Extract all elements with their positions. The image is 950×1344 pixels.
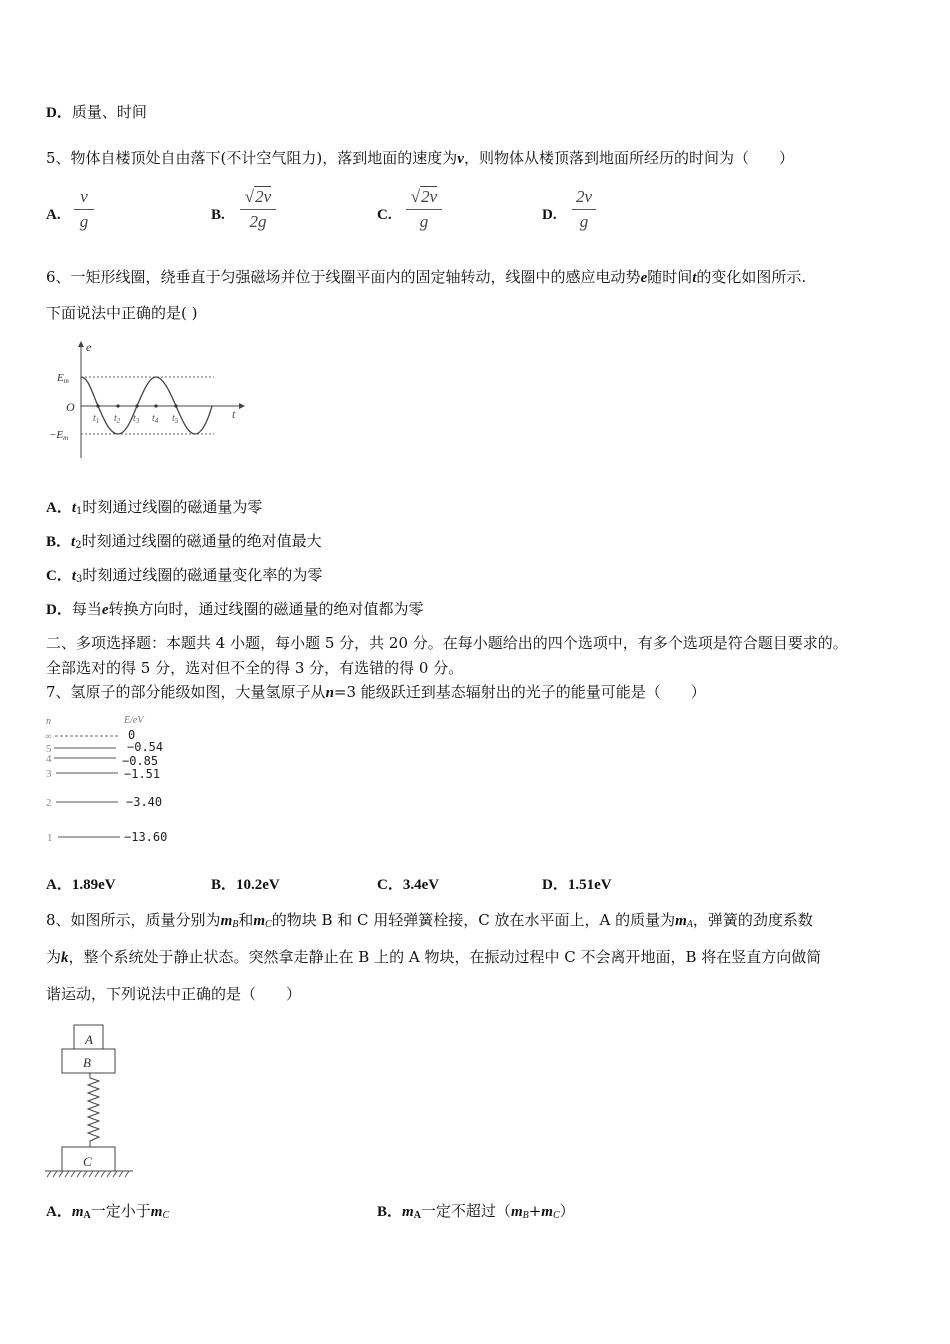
fraction-bar [572, 209, 596, 210]
option-text: 每当 [71, 600, 102, 618]
stem-text: 的变化如图所示. [696, 268, 807, 286]
option-label: B． [377, 1204, 403, 1220]
stem-text: 一矩形线圈，绕垂直于匀强磁场并位于线圈平面内的固定轴转动，线圈中的感应电动势 [70, 268, 641, 286]
level-energy: −3.40 [126, 795, 163, 809]
level-energy: −0.85 [122, 754, 159, 768]
q5-option-b-label: B. [211, 207, 225, 223]
var-m: m [71, 1204, 84, 1220]
var-t: t [71, 568, 77, 584]
stem-text: 物体自楼顶处自由落下(不计空气阻力)，落到地面的速度为 [70, 149, 458, 167]
q7-option-b [211, 875, 280, 895]
t5-label: $t_5$ [172, 413, 179, 425]
denominator: g [579, 212, 589, 231]
block-b-label: B [83, 1055, 91, 1070]
option-label: C． [46, 568, 72, 584]
denominator: g [419, 212, 429, 231]
plus-sign: + [528, 1202, 542, 1220]
section2-instructions-line1: 二、多项选择题：本题共 4 小题，每小题 5 分，共 20 分。在每小题给出的四个选项中，有多个选项是符合题目要求的。 [46, 634, 848, 652]
level-energy: 0 [128, 728, 136, 742]
block-c-label: C [83, 1154, 92, 1169]
subscript: B [522, 1210, 529, 1221]
numerator: 2v [575, 187, 593, 206]
var-t: t [71, 500, 77, 516]
level-energy: −13.60 [124, 830, 168, 844]
level-n-label: 1 [47, 832, 53, 844]
q8-option-b [377, 1201, 575, 1226]
block-a-label: A [85, 1032, 93, 1047]
stem-text: 和 [238, 911, 254, 929]
stem-text: 随时间 [647, 268, 693, 286]
question-number: 6、 [46, 268, 71, 286]
option-label: A． [46, 877, 72, 893]
stem-text: =3 能级跃迁到基态辐射出的光子的能量可能是（ ） [333, 683, 706, 701]
level-energy: −1.51 [124, 767, 161, 781]
var-t: t [71, 534, 76, 550]
subscript: C [162, 1210, 170, 1221]
var-m: m [220, 913, 233, 929]
subscript: 3 [76, 574, 83, 585]
numerator [406, 186, 442, 208]
stem-text: 氢原子的部分能级如图，大量氢原子从 [70, 683, 326, 701]
y-axis-label: e [86, 340, 92, 354]
level-n-label: 2 [46, 797, 52, 809]
q7-option-d [542, 875, 612, 895]
option-text: 时刻通过线圈的磁通量的绝对值最大 [81, 532, 322, 550]
option-text: 一定不超过（ [420, 1202, 511, 1220]
t3-label: $t_3$ [133, 413, 140, 425]
sqrt-icon: √ [244, 187, 255, 206]
stem-text: ，整个系统处于静止状态。突然拿走静止在 B 上的 A 物块，在振动过程中 C 不会离开地面，B 将在竖直方向做简 [68, 948, 822, 966]
option-text: 3.4eV [402, 877, 440, 893]
subscript: C [265, 919, 272, 930]
option-label: D． [46, 602, 72, 618]
q8-stem-line1 [46, 910, 813, 935]
level-n-label: ∞ [45, 731, 52, 741]
option-label: B． [211, 877, 237, 893]
option-text: 10.2eV [236, 877, 280, 893]
option-text: ） [559, 1202, 575, 1220]
q5-option-d-fraction [572, 186, 596, 233]
stem-text: 如图所示，质量分别为 [70, 911, 221, 929]
fraction-bar [406, 209, 442, 210]
stem-text: 的物块 B 和 C 用轻弹簧栓接，C 放在水平面上，A 的质量为 [271, 911, 676, 929]
var-m: m [541, 1204, 553, 1220]
t4-label: $t_4$ [152, 413, 159, 425]
radicand: 2v [255, 187, 272, 206]
level-energy: −0.54 [127, 740, 164, 754]
option-label: C． [377, 877, 403, 893]
spring [88, 1073, 99, 1147]
option-text: 时刻通过线圈的磁通量为零 [82, 498, 263, 516]
option-text: 转换方向时，通过线圈的磁通量的绝对值都为零 [108, 600, 424, 618]
radicand: 2v [421, 187, 438, 206]
section2-instructions-line2: 全部选对的得 5 分，选对但不全的得 3 分，有选错的得 0 分。 [46, 659, 464, 677]
question-number: 5、 [46, 149, 71, 167]
q8-stem-line3: 谐运动，下列说法中正确的是（ ） [46, 985, 302, 1003]
subscript: A [413, 1210, 421, 1221]
x-axis-label: t [232, 407, 236, 421]
option-text: 一定小于 [90, 1202, 151, 1220]
subscript: A [686, 919, 693, 930]
denominator: g [79, 212, 89, 231]
option-text: 质量、时间 [71, 103, 147, 121]
stem-text: ，弹簧的劲度系数 [692, 911, 813, 929]
q5-option-a-label: A. [46, 207, 61, 223]
var-m: m [253, 913, 266, 929]
denominator: 2g [249, 212, 267, 231]
var-n: n [325, 685, 334, 701]
subscript: A [83, 1210, 91, 1221]
e-header: E/eV [124, 715, 144, 726]
q6-stem-line2: 下面说法中正确的是( ) [46, 304, 198, 322]
var-m: m [402, 1204, 414, 1220]
var-e: e [640, 270, 648, 286]
q7-option-c [377, 875, 439, 895]
var-k: k [61, 950, 69, 966]
var-e: e [101, 602, 109, 618]
ground-hatching [47, 1171, 129, 1177]
subscript: 2 [75, 540, 82, 551]
var-m: m [510, 1204, 523, 1220]
neg-em-label: −Em [49, 429, 69, 442]
var-m: m [150, 1204, 163, 1220]
subscript: C [552, 1210, 560, 1221]
level-n-label: 3 [46, 768, 52, 780]
numerator: v [80, 187, 88, 206]
t1-label: $t_1$ [93, 413, 100, 425]
level-n-label: 4 [46, 753, 52, 765]
question-number: 8、 [46, 911, 71, 929]
q5-option-c-label: C. [377, 207, 392, 223]
option-text: 时刻通过线圈的磁通量变化率的为零 [82, 566, 323, 584]
q8-stem-line2 [46, 947, 821, 968]
var-t: t [692, 270, 697, 286]
stem-text: 为 [46, 948, 62, 966]
question-number: 7、 [46, 683, 71, 701]
stem-text: ，则物体从楼顶落到地面所经历的时间为（ ） [463, 149, 794, 167]
sqrt-icon: √ [410, 187, 421, 206]
q5-option-d-label: D. [542, 207, 557, 223]
option-text: 1.89eV [71, 877, 116, 893]
subscript: B [232, 919, 239, 930]
subscript: 1 [76, 506, 83, 517]
option-label: D． [46, 105, 72, 121]
q5-option-c-fraction [406, 186, 442, 233]
level-n-label: 5 [46, 743, 52, 755]
t2-label: $t_2$ [114, 413, 121, 425]
option-label: A． [46, 500, 72, 516]
q8-spring-blocks-figure [0, 0, 163, 1185]
var-m: m [675, 913, 687, 929]
option-label: B． [46, 534, 72, 550]
option-text: 1.51eV [567, 877, 612, 893]
option-label: A． [46, 1204, 72, 1220]
var-v: v [457, 151, 464, 167]
option-label: D． [542, 877, 568, 893]
n-header: n [46, 716, 51, 727]
origin-label: O [66, 400, 75, 414]
em-label: Em [57, 372, 69, 385]
q8-option-a [46, 1201, 169, 1226]
